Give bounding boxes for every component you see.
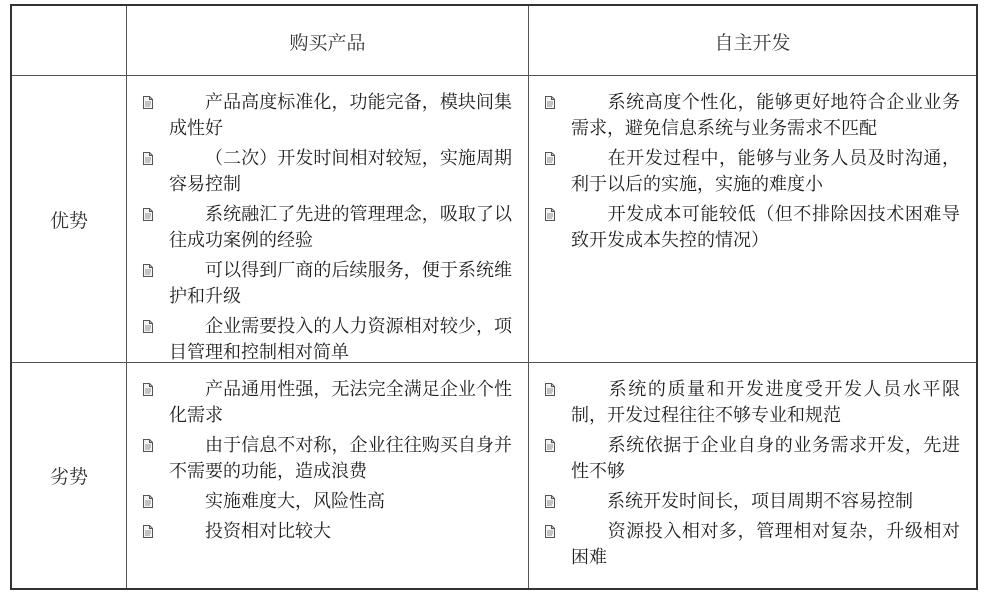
list-item-text: 系统的质量和开发进度受开发人员水平限制，开发过程往往不够专业和规范 [571,379,960,426]
document-icon [545,525,555,538]
list-item-text: 产品通用性强，无法完全满足企业个性化需求 [169,379,512,426]
list-item [543,519,960,571]
corner-cell [12,6,127,76]
document-icon [143,320,153,333]
document-icon [545,383,555,396]
list-item [141,489,512,515]
list-item [141,90,512,142]
list-item [543,90,960,142]
list-item [543,433,960,485]
row-label-disadvantage [12,363,127,588]
document-icon [143,96,153,109]
buy-advantages-cell [127,76,529,363]
document-icon [143,439,153,452]
dev-disadvantages-list [543,377,960,571]
document-icon [545,439,555,452]
list-item-text: 由于信息不对称，企业往往购买自身并不需要的功能，造成浪费 [169,435,512,482]
document-icon [545,208,555,221]
buy-disadvantages-cell [127,363,529,588]
list-item-text: 实施难度大，风险性高 [205,491,385,512]
buy-advantages-list [141,90,512,366]
document-icon [143,495,153,508]
list-item-text: 系统依据于企业自身的业务需求开发，先进性不够 [571,435,960,482]
list-item-text: 投资相对比较大 [205,521,331,542]
document-icon [143,152,153,165]
list-item-text: 开发成本可能较低（但不排除因技术困难导致开发成本失控的情况） [571,204,960,251]
document-icon [545,495,555,508]
document-icon [545,152,555,165]
list-item-text: 可以得到厂商的后续服务，便于系统维护和升级 [169,260,512,307]
dev-advantages-cell [529,76,976,363]
list-item-text: 企业需要投入的人力资源相对较少，项目管理和控制相对简单 [169,316,512,363]
dev-disadvantages-cell [529,363,976,588]
document-icon [143,264,153,277]
list-item-text: （二次）开发时间相对较短，实施周期容易控制 [169,148,512,195]
document-icon [143,525,153,538]
list-item [543,377,960,429]
list-item-text: 在开发过程中，能够与业务人员及时沟通，利于以后的实施，实施的难度小 [571,148,960,195]
list-item [543,202,960,254]
header-dev-label: 自主开发 [714,32,791,54]
list-item [141,202,512,254]
list-item [543,489,960,515]
list-item [141,433,512,485]
list-item-text: 资源投入相对多，管理相对复杂，升级相对困难 [571,521,960,568]
comparison-table [10,4,978,590]
list-item [141,146,512,198]
list-item [141,377,512,429]
list-item-text: 系统高度个性化，能够更好地符合企业业务需求，避免信息系统与业务需求不匹配 [571,92,960,139]
list-item-text: 产品高度标准化，功能完备，模块间集成性好 [169,92,512,139]
dev-advantages-list [543,90,960,254]
header-buy [127,6,529,76]
header-dev [529,6,976,76]
document-icon [545,96,555,109]
buy-disadvantages-list [141,377,512,545]
row-label-advantage [12,76,127,363]
document-icon [143,383,153,396]
advantage-label: 优势 [49,209,88,232]
disadvantage-label: 劣势 [49,466,88,488]
list-item [543,146,960,198]
header-buy-label: 购买产品 [289,32,366,54]
list-item [141,258,512,310]
list-item [141,314,512,366]
list-item [141,519,512,545]
document-icon [143,208,153,221]
list-item-text: 系统融汇了先进的管理理念，吸取了以往成功案例的经验 [169,204,512,251]
list-item-text: 系统开发时间长，项目周期不容易控制 [607,491,913,512]
